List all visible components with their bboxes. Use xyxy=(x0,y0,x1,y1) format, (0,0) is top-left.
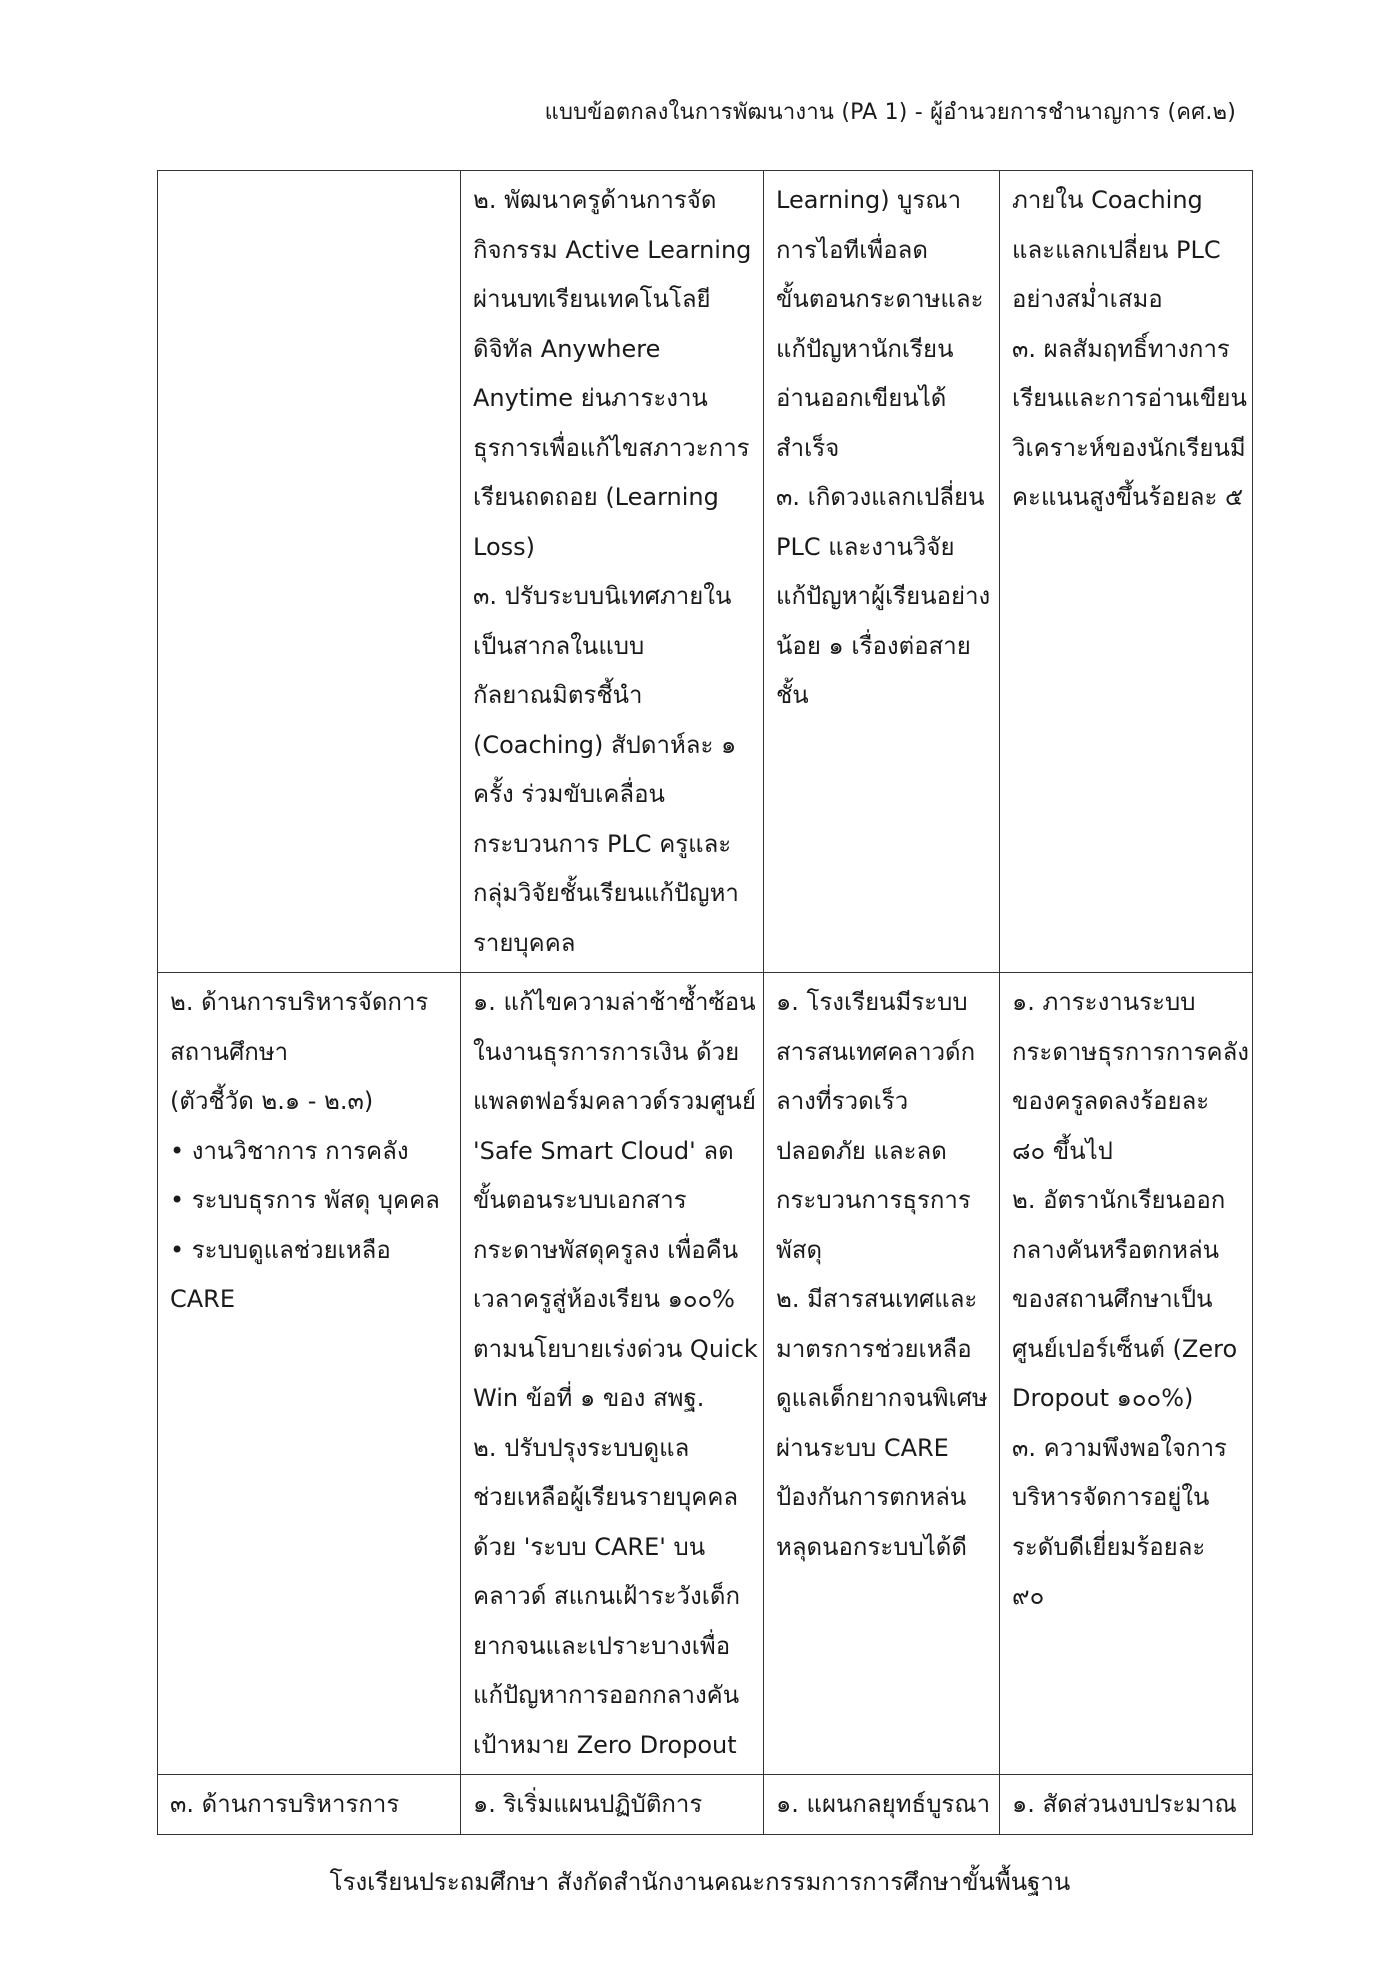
cell-text-line: ๓. เกิดวงแลกเปลี่ยน xyxy=(776,483,985,511)
cell-text-line: ๓. ความพึงพอใจการ xyxy=(1012,1433,1227,1462)
cell-text-line: ตามนโยบายเร่งด่วน Quick xyxy=(473,1334,758,1363)
pa-agreement-table xyxy=(157,170,1253,1835)
cell-text-line: สถานศึกษา xyxy=(170,1037,289,1066)
table-cell-outcome xyxy=(764,973,1000,1775)
pa-table-body xyxy=(158,171,1253,1835)
cell-text-line: คลาวด์ สแกนเฝ้าระวังเด็ก xyxy=(473,1582,741,1610)
cell-text-line: Anytime ย่นภาระงาน xyxy=(473,384,708,412)
table-cell-task xyxy=(461,171,764,973)
cell-text-line: Learning) บูรณา xyxy=(776,186,962,214)
cell-text-line: หลุดนอกระบบได้ดี xyxy=(776,1532,967,1561)
cell-text-line: ผ่านบทเรียนเทคโนโลยี xyxy=(473,285,711,313)
cell-text-line: อ่านออกเขียนได้ xyxy=(776,384,947,412)
cell-text-line: เวลาครูสู่ห้องเรียน ๑๐๐% xyxy=(473,1285,735,1313)
cell-text-line: น้อย ๑ เรื่องต่อสาย xyxy=(776,631,971,660)
cell-text-line: เป้าหมาย Zero Dropout xyxy=(473,1730,737,1759)
table-cell-outcome xyxy=(764,171,1000,973)
cell-text-line: กระบวนการ PLC ครูและ xyxy=(473,829,732,858)
table-cell-aspect xyxy=(158,1775,461,1835)
cell-text-line: ๑. โรงเรียนมีระบบ xyxy=(776,988,968,1016)
cell-text-line: • ระบบดูแลช่วยเหลือ xyxy=(170,1235,391,1264)
cell-text-line: ยากจนและเปราะบางเพื่อ xyxy=(473,1631,731,1660)
cell-text-line: สำเร็จ xyxy=(776,433,840,462)
table-cell-outcome xyxy=(764,1775,1000,1835)
cell-text-line: ชั้น xyxy=(776,681,809,709)
cell-text-line: กลุ่มวิจัยชั้นเรียนแก้ปัญหา xyxy=(473,879,739,907)
cell-text-line: ระดับดีเยี่ยมร้อยละ xyxy=(1012,1532,1206,1561)
cell-text-line: ๑. ภาระงานระบบ xyxy=(1012,988,1196,1016)
table-cell-indicator xyxy=(1000,171,1253,973)
table-row xyxy=(158,171,1253,973)
cell-text-line: PLC และงานวิจัย xyxy=(776,532,955,561)
cell-text-line: ๑. แก้ไขความล่าช้าซ้ำซ้อน xyxy=(473,988,756,1016)
cell-text-line: กระดาษธุรการการคลัง xyxy=(1012,1037,1250,1066)
cell-text-line: ของครูลดลงร้อยละ xyxy=(1012,1087,1210,1115)
cell-text-line: บริหารจัดการอยู่ใน xyxy=(1012,1483,1210,1511)
cell-text-line: ธุรการเพื่อแก้ไขสภาวะการ xyxy=(473,433,750,462)
cell-text-line: เรียนถดถอย (Learning xyxy=(473,483,719,511)
cell-text-line: ปลอดภัย และลด xyxy=(776,1136,947,1165)
cell-text-line: ของสถานศึกษาเป็น xyxy=(1012,1285,1213,1313)
cell-text-line: (ตัวชี้วัด ๒.๑ - ๒.๓) xyxy=(170,1087,374,1115)
table-cell-task xyxy=(461,973,764,1775)
cell-text-line: แพลตฟอร์มคลาวด์รวมศูนย์ xyxy=(473,1087,756,1115)
cell-text-line: Win ข้อที่ ๑ ของ สพฐ. xyxy=(473,1384,705,1412)
cell-text-line: รายบุคคล xyxy=(473,928,576,957)
cell-text-line: กระดาษพัสดุครูลง เพื่อคืน xyxy=(473,1235,739,1264)
cell-text-line: Loss) xyxy=(473,532,536,561)
cell-text-line: ๓. ผลสัมฤทธิ์ทางการ xyxy=(1012,334,1230,363)
cell-text-line: และแลกเปลี่ยน PLC xyxy=(1012,235,1221,264)
table-row xyxy=(158,973,1253,1775)
cell-text-line: การไอทีเพื่อลด xyxy=(776,235,928,264)
cell-text-line: กัลยาณมิตรชี้นำ xyxy=(473,681,643,709)
cell-text-line: กระบวนการธุรการ xyxy=(776,1186,971,1214)
cell-text-line: แก้ปัญหานักเรียน xyxy=(776,334,954,363)
cell-text-line: ดิจิทัล Anywhere xyxy=(473,334,661,363)
cell-text-line: ดูแลเด็กยากจนพิเศษ xyxy=(776,1384,988,1412)
cell-text-line: ๙๐ xyxy=(1012,1582,1045,1610)
cell-text-line: ป้องกันการตกหล่น xyxy=(776,1483,967,1511)
cell-text-line: มาตรการช่วยเหลือ xyxy=(776,1334,972,1363)
cell-text-line: • ระบบธุรการ พัสดุ บุคคล xyxy=(170,1186,440,1214)
cell-text-line: ๑. ริเริ่มแผนปฏิบัติการ xyxy=(473,1790,703,1818)
cell-text-line: Dropout ๑๐๐%) xyxy=(1012,1384,1194,1412)
cell-text-line: ๘๐ ขึ้นไป xyxy=(1012,1136,1113,1165)
cell-text-line: ๒. ด้านการบริหารจัดการ xyxy=(170,988,429,1016)
cell-text-line: ภายใน Coaching xyxy=(1012,186,1203,214)
cell-text-line: คะแนนสูงขึ้นร้อยละ ๕ xyxy=(1012,483,1244,511)
cell-text-line: ๓. ด้านการบริหารการ xyxy=(170,1790,400,1818)
cell-text-line: • งานวิชาการ การคลัง xyxy=(170,1136,409,1165)
cell-text-line: ครั้ง ร่วมขับเคลื่อน xyxy=(473,780,665,808)
cell-text-line: เป็นสากลในแบบ xyxy=(473,631,645,660)
cell-text-line: ๓. ปรับระบบนิเทศภายใน xyxy=(473,582,732,610)
cell-text-line: สารสนเทศคลาวด์ก xyxy=(776,1037,976,1066)
cell-text-line: แก้ปัญหาการออกกลางคัน xyxy=(473,1681,740,1709)
page-header: แบบข้อตกลงในการพัฒนางาน (PA 1) - ผู้อำนวยการชำนาญการ (คศ.๒) xyxy=(544,100,1236,125)
cell-text-line: กลางคันหรือตกหล่น xyxy=(1012,1235,1220,1264)
cell-text-line: เรียนและการอ่านเขียน xyxy=(1012,384,1247,412)
cell-text-line: วิเคราะห์ของนักเรียนมี xyxy=(1012,433,1246,462)
cell-text-line: ขั้นตอนกระดาษและ xyxy=(776,285,984,313)
table-cell-indicator xyxy=(1000,1775,1253,1835)
cell-text-line: ผ่านระบบ CARE xyxy=(776,1433,949,1462)
cell-text-line: อย่างสม่ำเสมอ xyxy=(1012,285,1163,313)
cell-text-line: ในงานธุรการการเงิน ด้วย xyxy=(473,1037,740,1066)
page-footer: โรงเรียนประถมศึกษา สังกัดสำนักงานคณะกรรมการการศึกษาขั้นพื้นฐาน xyxy=(329,1868,1071,1896)
table-cell-aspect xyxy=(158,973,461,1775)
cell-text-line: ๒. อัตรานักเรียนออก xyxy=(1012,1186,1226,1214)
cell-text-line: CARE xyxy=(170,1285,236,1313)
cell-text-line: ๒. มีสารสนเทศและ xyxy=(776,1285,978,1313)
cell-text-line: 'Safe Smart Cloud' ลด xyxy=(473,1136,734,1165)
cell-text-line: ๑. สัดส่วนงบประมาณ xyxy=(1012,1790,1237,1818)
cell-text-line: ๒. ปรับปรุงระบบดูแล xyxy=(473,1433,690,1462)
cell-text-line: แก้ปัญหาผู้เรียนอย่าง xyxy=(776,582,991,610)
table-cell-indicator xyxy=(1000,973,1253,1775)
cell-text-line: ๑. แผนกลยุทธ์บูรณา xyxy=(776,1790,991,1818)
cell-text-line: ๒. พัฒนาครูด้านการจัด xyxy=(473,186,717,214)
cell-text-line: ศูนย์เปอร์เซ็นต์ (Zero xyxy=(1012,1334,1238,1363)
table-cell-task xyxy=(461,1775,764,1835)
cell-text-line: พัสดุ xyxy=(776,1235,823,1264)
cell-text-line: ด้วย 'ระบบ CARE' บน xyxy=(473,1532,706,1561)
cell-text-line: (Coaching) สัปดาห์ละ ๑ xyxy=(473,730,737,759)
table-row xyxy=(158,1775,1253,1835)
cell-text-line: กิจกรรม Active Learning xyxy=(473,235,752,264)
table-cell-aspect xyxy=(158,171,461,973)
cell-text-line: ขั้นตอนระบบเอกสาร xyxy=(473,1186,687,1214)
cell-text-line: ลางที่รวดเร็ว xyxy=(776,1087,909,1115)
cell-text-line: ช่วยเหลือผู้เรียนรายบุคคล xyxy=(473,1483,739,1511)
